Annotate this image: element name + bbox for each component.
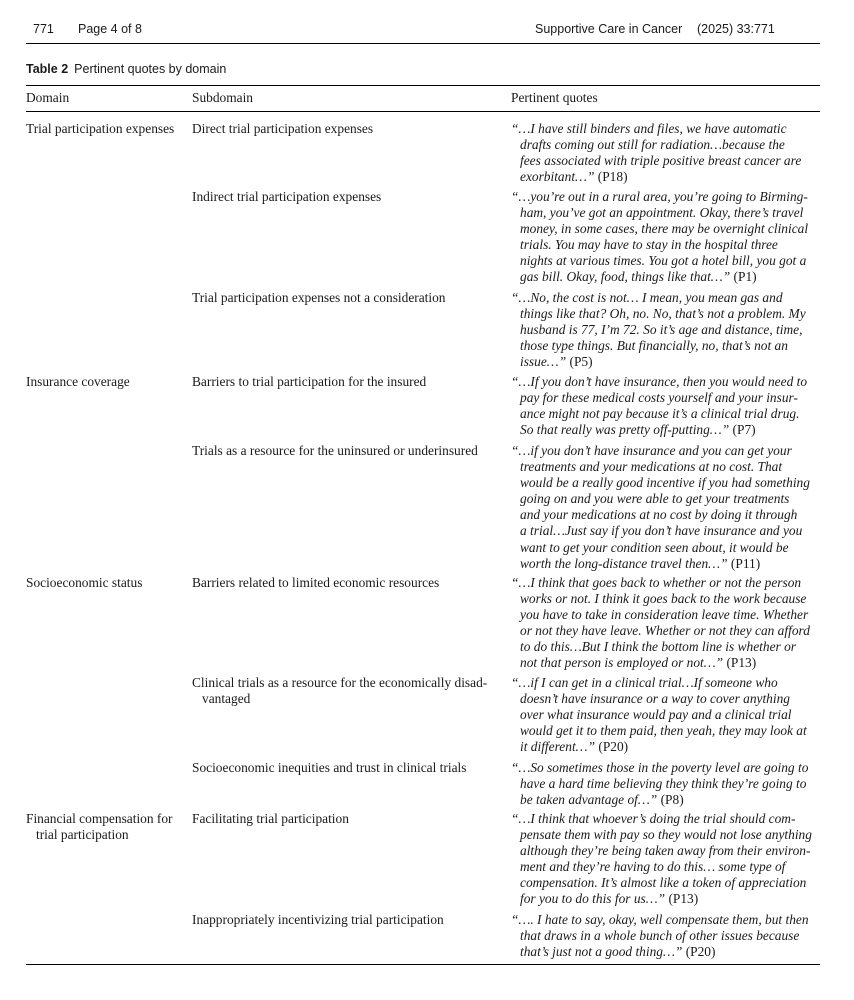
quote-line: going on and you were able to get your treatments <box>520 491 790 507</box>
quote-line: drafts coming out still for radiation…because the <box>520 137 785 153</box>
quote-line: “…No, the cost is not… I mean, you mean gas and <box>511 290 783 305</box>
quote-line: and your medications at no cost by doing it through <box>520 507 798 523</box>
quote-line: trials. You may have to stay in the hospital three <box>520 237 778 253</box>
quote-line: things like that? Oh, no. No, that’s not a problem. My <box>520 306 806 322</box>
quote-line: ham, you’ve got an appointment. Okay, there’s travel <box>520 205 804 221</box>
quote-cell <box>511 290 820 370</box>
quote-line: nights at various times. You got a hotel bill, you got a <box>520 253 807 269</box>
quote-cell <box>511 443 820 572</box>
domain-cell: Socioeconomic status <box>26 575 143 590</box>
quote-line <box>511 354 820 370</box>
citation: (2025) 33:771 <box>697 22 775 36</box>
table-caption <box>26 62 226 76</box>
quote-line <box>511 422 820 438</box>
participant-id: (P18) <box>597 169 628 185</box>
participant-id: (P7) <box>732 422 756 438</box>
subdomain-line: Clinical trials as a resource for the economically disad- <box>192 675 488 690</box>
quote-line: fees associated with triple positive breast cancer are <box>520 153 802 169</box>
quote-line <box>511 891 820 907</box>
participant-id: (P5) <box>569 354 593 370</box>
column-header-subdomain: Subdomain <box>192 90 254 105</box>
quote-cell <box>511 189 820 286</box>
quote-line: that draws in a whole bunch of other issues because <box>520 928 800 944</box>
quote-text: So that really was pretty off-putting…” <box>520 422 730 438</box>
quote-line: “…. I hate to say, okay, well compensate them, but then <box>511 912 809 927</box>
quote-line: doesn’t have insurance or a way to cover anything <box>520 691 790 707</box>
subdomain-cell: Trials as a resource for the uninsured or underinsured <box>192 443 478 458</box>
domain-cell: Trial participation expenses <box>26 121 175 136</box>
running-header <box>0 22 854 40</box>
quote-cell <box>511 121 820 185</box>
participant-id: (P20) <box>598 739 629 755</box>
subdomain-cell: Socioeconomic inequities and trust in clinical trials <box>192 760 467 775</box>
quote-line: “…if I can get in a clinical trial…If someone who <box>511 675 778 690</box>
table-top-rule <box>26 85 820 86</box>
quote-line: those type things. But financially, no, that’s not an <box>520 338 788 354</box>
quote-line: treatments and your medications at no cost. That <box>520 459 783 475</box>
quote-text: gas bill. Okay, food, things like that…” <box>520 269 731 285</box>
quote-line: husband is 77, I’m 72. So it’s age and distance, time, <box>520 322 803 338</box>
table-title: Pertinent quotes by domain <box>74 62 227 76</box>
quote-line: money, in some cases, there may be overnight clinical <box>520 221 809 237</box>
quote-line <box>511 944 820 960</box>
quote-cell <box>511 811 820 908</box>
quote-line: want to get your condition seen about, it would be <box>520 539 789 555</box>
quote-line: ment and they’re having to do this… some type of <box>520 859 786 875</box>
quote-line: over what insurance would pay and a clinical trial <box>520 707 792 723</box>
quote-line: to do this…But I think the bottom line is whether or <box>520 639 796 655</box>
participant-id: (P13) <box>668 891 699 907</box>
subdomain-cell: Facilitating trial participation <box>192 811 349 826</box>
subdomain-cell: Trial participation expenses not a consideration <box>192 290 446 305</box>
quote-line: “…I have still binders and files, we have automatic <box>511 121 787 136</box>
quote-line <box>511 556 820 572</box>
quote-cell <box>511 675 820 755</box>
quote-line: “…I think that goes back to whether or not the person <box>511 575 802 590</box>
quote-text: be taken advantage of…” <box>520 792 658 808</box>
quote-line: “…I think that whoever’s doing the trial should com- <box>511 811 796 826</box>
quote-text: not that person is employed or not…” <box>520 655 724 671</box>
quote-line: works or not. I think it goes back to the work because <box>520 591 807 607</box>
participant-id: (P20) <box>685 944 716 960</box>
column-header-domain: Domain <box>26 90 70 105</box>
quote-line: you have to take in consideration leave time. Whether <box>520 607 809 623</box>
subdomain-cell: Indirect trial participation expenses <box>192 189 382 204</box>
participant-id: (P1) <box>733 269 757 285</box>
quote-line <box>511 655 820 671</box>
quote-line <box>511 792 820 808</box>
quote-cell <box>511 760 820 808</box>
domain-cell <box>26 811 186 843</box>
quote-text: it different…” <box>520 739 596 755</box>
quote-line: have a hard time believing they think they’re going to <box>520 776 807 792</box>
quote-line: ance might not pay because it’s a clinical trial drug. <box>520 406 800 422</box>
quote-cell <box>511 374 820 438</box>
quote-text: that’s just not a good thing…” <box>520 944 683 960</box>
quote-line: “…If you don’t have insurance, then you would need to <box>511 374 808 389</box>
quote-line: or not they have leave. Whether or not they can afford <box>520 623 810 639</box>
subdomain-line: vantaged <box>202 691 251 707</box>
page-number: 771 <box>33 22 54 36</box>
domain-cell: Insurance coverage <box>26 374 130 389</box>
participant-id: (P13) <box>726 655 757 671</box>
quote-line: pensate them with pay so they would not lose anything <box>520 827 812 843</box>
quote-cell <box>511 912 820 960</box>
quote-line: “…So sometimes those in the poverty level are going to <box>511 760 809 775</box>
quote-line: “…if you don’t have insurance and you can get your <box>511 443 792 458</box>
quote-line: pay for these medical costs yourself and your insur- <box>520 390 798 406</box>
subdomain-cell: Inappropriately incentivizing trial participation <box>192 912 444 927</box>
table-label: Table 2 <box>26 62 69 76</box>
table-bottom-rule <box>26 964 820 965</box>
subdomain-cell <box>192 675 497 707</box>
participant-id: (P11) <box>730 555 761 571</box>
journal-name: Supportive Care in Cancer <box>535 22 683 36</box>
quote-text: for you to do this for us…” <box>520 891 666 907</box>
quote-line: although they’re being taken away from their environ- <box>520 843 811 859</box>
quote-line: compensation. It’s almost like a token of appreciation <box>520 875 807 891</box>
header-rule <box>26 43 820 44</box>
subdomain-cell: Barriers related to limited economic resources <box>192 575 440 590</box>
quote-line: a trial…Just say if you don’t have insurance and you <box>520 523 803 539</box>
quote-line: would be a really good incentive if you had something <box>520 475 810 491</box>
quote-line: “…you’re out in a rural area, you’re going to Birming- <box>511 189 808 204</box>
domain-line: Financial compensation for <box>26 811 173 826</box>
quote-line <box>511 169 820 185</box>
domain-line: trial participation <box>36 827 129 843</box>
subdomain-cell: Barriers to trial participation for the insured <box>192 374 427 389</box>
quote-line <box>511 269 820 285</box>
quote-cell <box>511 575 820 672</box>
quote-line: would get it to them paid, then yeah, they may look at <box>520 723 807 739</box>
table-header-rule <box>26 111 820 112</box>
quote-text: exorbitant…” <box>520 169 595 185</box>
quote-text: worth the long-distance travel then…” <box>520 555 728 571</box>
quote-line <box>511 739 820 755</box>
page-of: Page 4 of 8 <box>78 22 142 36</box>
participant-id: (P8) <box>660 792 684 808</box>
column-header-quotes: Pertinent quotes <box>511 90 598 105</box>
subdomain-cell: Direct trial participation expenses <box>192 121 374 136</box>
quote-text: issue…” <box>520 354 567 370</box>
